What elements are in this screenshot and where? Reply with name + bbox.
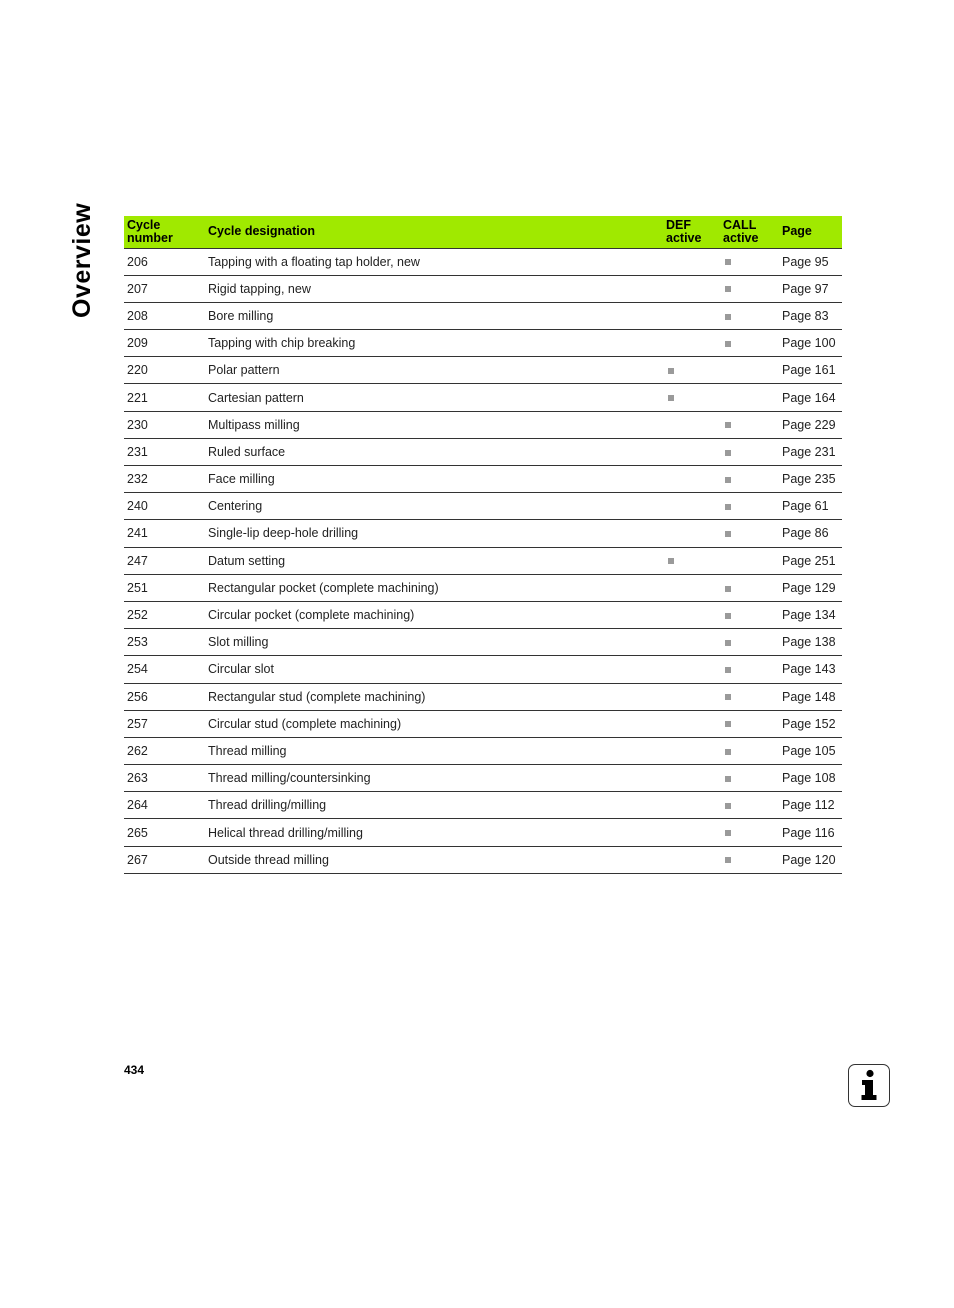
call-active-cell [719, 357, 774, 384]
table-row [124, 248, 842, 275]
call-active-cell [719, 330, 774, 357]
call-active-cell [719, 846, 774, 873]
active-marker-icon [725, 721, 731, 727]
cycle-overview-table [124, 216, 842, 874]
table-header-row [124, 216, 842, 248]
cycle-number: 221 [124, 384, 199, 411]
def-active-cell [663, 493, 719, 520]
def-active-cell [663, 275, 719, 302]
cycle-designation: Outside thread milling [199, 846, 663, 873]
active-marker-icon [725, 422, 731, 428]
active-marker-icon [725, 830, 731, 836]
page-reference: Page 61 [774, 493, 842, 520]
def-active-cell [663, 520, 719, 547]
active-marker-icon [668, 558, 674, 564]
active-marker-icon [668, 395, 674, 401]
cycle-number: 230 [124, 411, 199, 438]
page-reference: Page 86 [774, 520, 842, 547]
call-active-cell [719, 819, 774, 846]
page-reference: Page 138 [774, 629, 842, 656]
call-active-cell [719, 520, 774, 547]
header-def-active [663, 216, 719, 248]
cycle-designation: Multipass milling [199, 411, 663, 438]
table-row [124, 737, 842, 764]
table-row [124, 438, 842, 465]
table-row [124, 683, 842, 710]
cycle-number: 220 [124, 357, 199, 384]
active-marker-icon [725, 857, 731, 863]
cycle-number: 207 [124, 275, 199, 302]
page-reference: Page 148 [774, 683, 842, 710]
table-row [124, 574, 842, 601]
section-title-overview: Overview [68, 202, 96, 318]
active-marker-icon [725, 803, 731, 809]
cycle-designation: Helical thread drilling/milling [199, 819, 663, 846]
call-active-cell [719, 765, 774, 792]
page-reference: Page 134 [774, 601, 842, 628]
cycle-designation: Single-lip deep-hole drilling [199, 520, 663, 547]
header-cycle-number [124, 216, 199, 248]
table-row [124, 275, 842, 302]
info-glyph [849, 1065, 888, 1105]
cycle-designation: Thread milling [199, 737, 663, 764]
cycle-number: 267 [124, 846, 199, 873]
table-row [124, 846, 842, 873]
cycle-designation: Circular stud (complete machining) [199, 710, 663, 737]
table-row [124, 629, 842, 656]
table-row [124, 330, 842, 357]
page-reference: Page 161 [774, 357, 842, 384]
page-reference: Page 129 [774, 574, 842, 601]
header-call-line2: active [723, 230, 759, 245]
table-body [124, 248, 842, 873]
call-active-cell [719, 792, 774, 819]
header-call-line1: CALL [723, 217, 757, 232]
header-cycle-designation: Cycle designation [208, 224, 315, 239]
def-active-cell [663, 656, 719, 683]
page-reference: Page 251 [774, 547, 842, 574]
call-active-cell [719, 248, 774, 275]
cycle-designation: Bore milling [199, 302, 663, 329]
cycle-designation: Tapping with a floating tap holder, new [199, 248, 663, 275]
active-marker-icon [725, 749, 731, 755]
def-active-cell [663, 384, 719, 411]
cycle-designation: Circular slot [199, 656, 663, 683]
table-row [124, 765, 842, 792]
def-active-cell [663, 737, 719, 764]
def-active-cell [663, 411, 719, 438]
cycle-number: 241 [124, 520, 199, 547]
active-marker-icon [725, 504, 731, 510]
table-row [124, 710, 842, 737]
header-cycle-number-line1: Cycle [127, 217, 161, 232]
cycle-number: 253 [124, 629, 199, 656]
header-def-line2: active [666, 230, 702, 245]
table-row [124, 601, 842, 628]
def-active-cell [663, 248, 719, 275]
cycle-number: 264 [124, 792, 199, 819]
active-marker-icon [725, 776, 731, 782]
table-row [124, 656, 842, 683]
def-active-cell [663, 574, 719, 601]
table-row [124, 792, 842, 819]
call-active-cell [719, 574, 774, 601]
active-marker-icon [725, 586, 731, 592]
page-reference: Page 143 [774, 656, 842, 683]
call-active-cell [719, 710, 774, 737]
table-row [124, 384, 842, 411]
cycle-designation: Rectangular stud (complete machining) [199, 683, 663, 710]
active-marker-icon [725, 667, 731, 673]
header-cycle-number-line2: number [127, 230, 173, 245]
page-reference: Page 229 [774, 411, 842, 438]
page-reference: Page 108 [774, 765, 842, 792]
page-reference: Page 100 [774, 330, 842, 357]
cycle-designation: Ruled surface [199, 438, 663, 465]
page-reference: Page 164 [774, 384, 842, 411]
active-marker-icon [725, 613, 731, 619]
def-active-cell [663, 466, 719, 493]
def-active-cell [663, 683, 719, 710]
cycle-number: 231 [124, 438, 199, 465]
page-reference: Page 83 [774, 302, 842, 329]
table-row [124, 302, 842, 329]
page-reference: Page 97 [774, 275, 842, 302]
def-active-cell [663, 330, 719, 357]
call-active-cell [719, 438, 774, 465]
page-reference: Page 95 [774, 248, 842, 275]
active-marker-icon [725, 286, 731, 292]
header-call-active [719, 216, 774, 248]
page-reference: Page 235 [774, 466, 842, 493]
call-active-cell [719, 493, 774, 520]
active-marker-icon [725, 477, 731, 483]
table-row [124, 411, 842, 438]
def-active-cell [663, 819, 719, 846]
call-active-cell [719, 656, 774, 683]
page-reference: Page 231 [774, 438, 842, 465]
cycle-number: 240 [124, 493, 199, 520]
cycle-designation: Datum setting [199, 547, 663, 574]
call-active-cell [719, 466, 774, 493]
active-marker-icon [725, 450, 731, 456]
def-active-cell [663, 601, 719, 628]
page-number: 434 [124, 1063, 145, 1077]
def-active-cell [663, 547, 719, 574]
table-row [124, 520, 842, 547]
table-row [124, 493, 842, 520]
cycle-number: 262 [124, 737, 199, 764]
active-marker-icon [668, 368, 674, 374]
call-active-cell [719, 737, 774, 764]
def-active-cell [663, 710, 719, 737]
cycle-number: 265 [124, 819, 199, 846]
active-marker-icon [725, 341, 731, 347]
cycle-number: 209 [124, 330, 199, 357]
call-active-cell [719, 683, 774, 710]
active-marker-icon [725, 314, 731, 320]
call-active-cell [719, 547, 774, 574]
call-active-cell [719, 411, 774, 438]
call-active-cell [719, 275, 774, 302]
cycle-number: 257 [124, 710, 199, 737]
cycle-number: 208 [124, 302, 199, 329]
call-active-cell [719, 601, 774, 628]
cycle-number: 252 [124, 601, 199, 628]
cycle-number: 256 [124, 683, 199, 710]
page-reference: Page 152 [774, 710, 842, 737]
cycle-number: 251 [124, 574, 199, 601]
active-marker-icon [725, 259, 731, 265]
def-active-cell [663, 792, 719, 819]
cycle-designation: Thread milling/countersinking [199, 765, 663, 792]
cycle-number: 206 [124, 248, 199, 275]
table-row [124, 466, 842, 493]
page-reference: Page 116 [774, 819, 842, 846]
cycle-designation: Polar pattern [199, 357, 663, 384]
header-page: Page [782, 224, 812, 239]
cycle-number: 263 [124, 765, 199, 792]
cycle-designation: Tapping with chip breaking [199, 330, 663, 357]
info-icon [848, 1064, 890, 1107]
def-active-cell [663, 765, 719, 792]
active-marker-icon [725, 640, 731, 646]
call-active-cell [719, 629, 774, 656]
cycle-designation: Slot milling [199, 629, 663, 656]
cycle-designation: Thread drilling/milling [199, 792, 663, 819]
def-active-cell [663, 629, 719, 656]
cycle-designation: Face milling [199, 466, 663, 493]
def-active-cell [663, 438, 719, 465]
table-row [124, 547, 842, 574]
def-active-cell [663, 846, 719, 873]
header-def-line1: DEF [666, 217, 691, 232]
cycle-designation: Cartesian pattern [199, 384, 663, 411]
cycle-designation: Rigid tapping, new [199, 275, 663, 302]
cycle-number: 247 [124, 547, 199, 574]
def-active-cell [663, 357, 719, 384]
cycle-designation: Circular pocket (complete machining) [199, 601, 663, 628]
cycle-designation: Rectangular pocket (complete machining) [199, 574, 663, 601]
active-marker-icon [725, 531, 731, 537]
call-active-cell [719, 384, 774, 411]
page-reference: Page 120 [774, 846, 842, 873]
cycle-number: 232 [124, 466, 199, 493]
active-marker-icon [725, 694, 731, 700]
cycle-designation: Centering [199, 493, 663, 520]
page-reference: Page 112 [774, 792, 842, 819]
page-reference: Page 105 [774, 737, 842, 764]
table-row [124, 357, 842, 384]
call-active-cell [719, 302, 774, 329]
def-active-cell [663, 302, 719, 329]
table-row [124, 819, 842, 846]
cycle-number: 254 [124, 656, 199, 683]
